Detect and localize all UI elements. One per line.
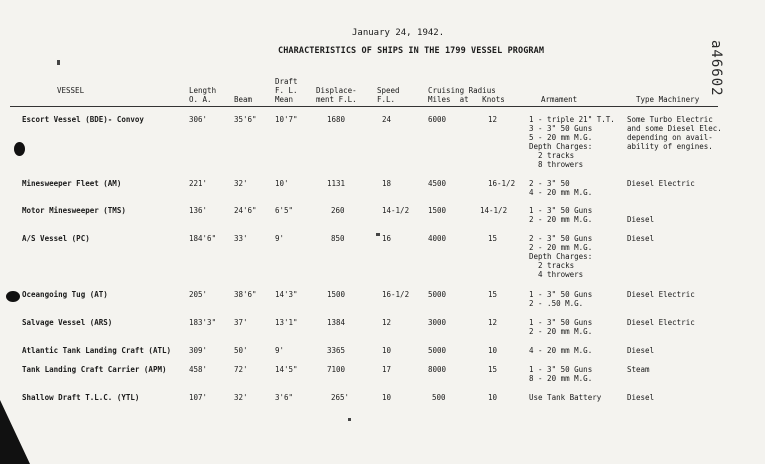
displacement-cell: 7100 <box>327 365 346 374</box>
miles-cell: 4000 <box>428 234 447 243</box>
beam-cell: 35'6" <box>234 115 257 124</box>
miles-cell: 500 <box>432 393 446 402</box>
col-header-displacement: Displace- ment F.L. <box>316 86 357 104</box>
length-cell: 184'6" <box>189 234 217 243</box>
draft-cell: 13'1" <box>275 318 298 327</box>
vessel-name: Minesweeper Fleet (AM) <box>22 179 122 188</box>
speed-cell: 14-1/2 <box>382 206 410 215</box>
displacement-cell: 3365 <box>327 346 346 355</box>
miles-cell: 8000 <box>428 365 447 374</box>
draft-cell: 3'6" <box>275 393 294 402</box>
draft-cell: 6'5" <box>275 206 294 215</box>
document-date: January 24, 1942. <box>352 28 445 38</box>
beam-cell: 38'6" <box>234 290 257 299</box>
document-title: CHARACTERISTICS OF SHIPS IN THE 1799 VESSEL PROGRAM <box>278 46 545 56</box>
displacement-cell: 260 <box>331 206 345 215</box>
vessel-name: Salvage Vessel (ARS) <box>22 318 113 327</box>
scan-speck <box>57 60 60 65</box>
armament-cell: 1 - 3" 50 Guns 8 - 20 mm M.G. <box>529 365 593 383</box>
machinery-cell: Diesel Electric <box>627 290 695 299</box>
machinery-cell: Diesel <box>627 346 655 355</box>
armament-cell: 1 - 3" 50 Guns 2 - 20 mm M.G. <box>529 318 593 336</box>
armament-cell: 2 - 3" 50 4 - 20 mm M.G. <box>529 179 593 197</box>
beam-cell: 33' <box>234 234 248 243</box>
knots-cell: 14-1/2 <box>480 206 508 215</box>
header-rule <box>10 106 718 107</box>
beam-cell: 32' <box>234 179 248 188</box>
col-header-armament: Armament <box>541 95 578 104</box>
length-cell: 205' <box>189 290 208 299</box>
armament-cell: 1 - triple 21" T.T. 3 - 3" 50 Guns 5 - 20 mm M.G. Depth Charges: 2 tracks 8 throwers <box>529 115 615 169</box>
knots-cell: 10 <box>488 346 498 355</box>
length-cell: 136' <box>189 206 208 215</box>
length-cell: 221' <box>189 179 208 188</box>
armament-cell: 1 - 3" 50 Guns 2 - .50 M.G. <box>529 290 593 308</box>
vessel-name: Oceangoing Tug (AT) <box>22 290 108 299</box>
knots-cell: 12 <box>488 115 498 124</box>
beam-cell: 24'6" <box>234 206 257 215</box>
length-cell: 306' <box>189 115 208 124</box>
draft-cell: 9' <box>275 234 285 243</box>
miles-cell: 4500 <box>428 179 447 188</box>
knots-cell: 15 <box>488 290 498 299</box>
knots-cell: 10 <box>488 393 498 402</box>
page-corner-shadow <box>0 400 30 464</box>
col-header-draft: Draft F. L. Mean <box>275 77 298 104</box>
col-header-vessel: VESSEL <box>57 86 85 95</box>
col-header-machinery: Type Machinery <box>636 95 700 104</box>
speed-cell: 10 <box>382 393 392 402</box>
side-serial-number: a46602 <box>708 40 724 97</box>
miles-cell: 5000 <box>428 290 447 299</box>
displacement-cell: 1500 <box>327 290 346 299</box>
beam-cell: 37' <box>234 318 248 327</box>
col-header-cruising-radius: Cruising Radius Miles at Knots <box>428 86 505 104</box>
displacement-cell: 1384 <box>327 318 346 327</box>
draft-cell: 14'3" <box>275 290 298 299</box>
draft-cell: 10' <box>275 179 289 188</box>
col-header-length: Length O. A. <box>189 86 217 104</box>
speed-cell: 18 <box>382 179 392 188</box>
armament-cell: 2 - 3" 50 Guns 2 - 20 mm M.G. Depth Charges: 2 tracks 4 throwers <box>529 234 593 279</box>
knots-cell: 15 <box>488 234 498 243</box>
miles-cell: 1500 <box>428 206 447 215</box>
armament-cell: 1 - 3" 50 Guns 2 - 20 mm M.G. <box>529 206 593 224</box>
knots-cell: 16-1/2 <box>488 179 516 188</box>
vessel-name: Motor Minesweeper (TMS) <box>22 206 126 215</box>
machinery-cell: Diesel Electric <box>627 179 695 188</box>
vessel-name: Shallow Draft T.L.C. (YTL) <box>22 393 140 402</box>
length-cell: 309' <box>189 346 208 355</box>
vessel-name: Atlantic Tank Landing Craft (ATL) <box>22 346 172 355</box>
col-header-beam: Beam <box>234 95 253 104</box>
length-cell: 107' <box>189 393 208 402</box>
machinery-cell: Diesel <box>627 215 655 224</box>
armament-cell: 4 - 20 mm M.G. <box>529 346 593 355</box>
machinery-cell: Diesel Electric <box>627 318 695 327</box>
beam-cell: 50' <box>234 346 248 355</box>
length-cell: 458' <box>189 365 208 374</box>
ink-blot <box>6 291 20 302</box>
armament-cell: Use Tank Battery <box>529 393 602 402</box>
miles-cell: 6000 <box>428 115 447 124</box>
speed-cell: 12 <box>382 318 392 327</box>
displacement-cell: 1131 <box>327 179 346 188</box>
speed-cell: 17 <box>382 365 392 374</box>
miles-cell: 3000 <box>428 318 447 327</box>
scan-speck <box>348 418 351 421</box>
length-cell: 183'3" <box>189 318 217 327</box>
knots-cell: 15 <box>488 365 498 374</box>
vessel-name: Escort Vessel (BDE)- Convoy <box>22 115 144 124</box>
vessel-name: A/S Vessel (PC) <box>22 234 90 243</box>
speed-cell: 16-1/2 <box>382 290 410 299</box>
speed-cell: 10 <box>382 346 392 355</box>
vessel-name: Tank Landing Craft Carrier (APM) <box>22 365 167 374</box>
displacement-cell: 1680 <box>327 115 346 124</box>
displacement-cell: 265' <box>331 393 350 402</box>
draft-cell: 14'5" <box>275 365 298 374</box>
knots-cell: 12 <box>488 318 498 327</box>
displacement-cell: 850 <box>331 234 345 243</box>
draft-cell: 9' <box>275 346 285 355</box>
beam-cell: 72' <box>234 365 248 374</box>
speed-cell: 24 <box>382 115 392 124</box>
machinery-cell: Diesel <box>627 234 655 243</box>
beam-cell: 32' <box>234 393 248 402</box>
machinery-cell: Steam <box>627 365 650 374</box>
draft-cell: 10'7" <box>275 115 298 124</box>
col-header-speed: Speed F.L. <box>377 86 400 104</box>
ink-blot <box>14 142 25 156</box>
miles-cell: 5000 <box>428 346 447 355</box>
machinery-cell: Some Turbo Electric and some Diesel Elec. depending on avail- ability of engines. <box>627 115 722 151</box>
scan-speck <box>376 233 380 236</box>
speed-cell: 16 <box>382 234 392 243</box>
machinery-cell: Diesel <box>627 393 655 402</box>
